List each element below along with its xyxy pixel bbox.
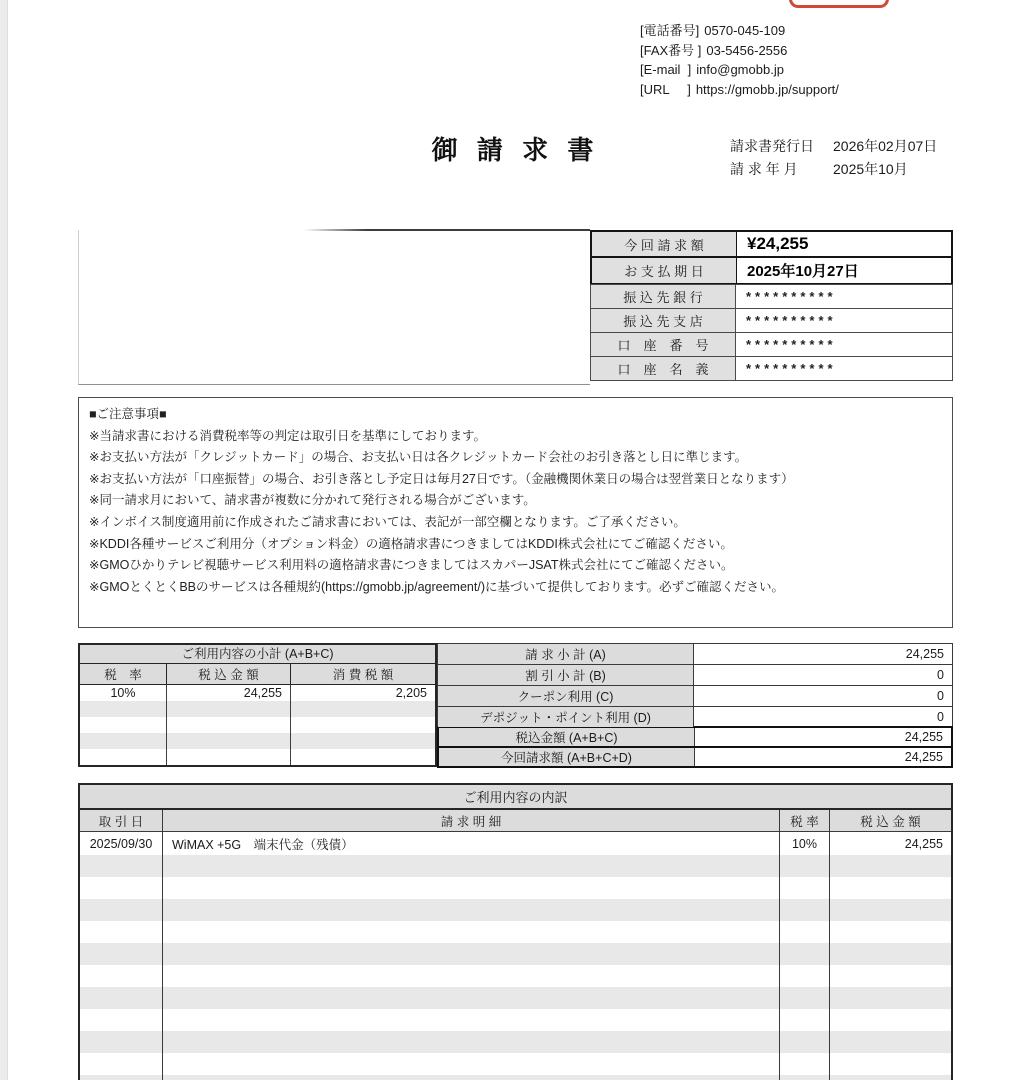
bank-name-value: **********	[746, 289, 837, 304]
empty-cell	[163, 965, 780, 987]
contact-email	[640, 60, 839, 80]
empty-cell	[830, 1075, 951, 1080]
empty-cell	[830, 877, 951, 899]
notice-line: ※GMOとくとくBBのサービスは各種規約(https://gmobb.jp/agreement/)に基づいて提供しております。必ずご確認ください。	[89, 579, 784, 594]
notice-heading: ■ご注意事項■	[89, 407, 167, 421]
empty-cell	[80, 987, 163, 1009]
empty-row	[80, 877, 951, 899]
empty-row	[80, 1075, 951, 1080]
phone-value: 0570-045-109	[704, 23, 786, 38]
empty-cell	[163, 921, 780, 943]
empty-row	[80, 701, 435, 717]
table-row	[437, 726, 953, 748]
notice-line: ※お支払い方法が「口座振替」の場合、お引き落とし予定日は毎月27日です。（金融機関休業日の場合は翌営業日となります）	[89, 471, 794, 486]
empty-cell	[780, 1009, 830, 1031]
bank-branch-label: 振 込 先 支 店	[591, 309, 736, 332]
tax-rate-value: 10%	[780, 832, 830, 855]
billed-amount-value: ¥24,255	[747, 234, 809, 253]
phone-label: [電話番号]	[640, 23, 700, 38]
consumption-tax-value: 2,205	[395, 686, 427, 700]
empty-row	[80, 899, 951, 921]
coupon-value: 0	[937, 689, 944, 703]
amount-incl-tax-value: 24,255	[904, 836, 943, 851]
company-seal-stamp	[789, 0, 889, 8]
empty-cell	[830, 987, 951, 1009]
empty-row	[80, 855, 951, 877]
issue-date-label: 請求書発行日	[730, 137, 814, 154]
billing-detail-header: 請 求 明 細	[163, 810, 780, 831]
detail-table	[78, 783, 953, 1080]
table-row	[437, 664, 953, 686]
fax-label: [FAX番号 ]	[640, 42, 702, 58]
notice-line: ※当請求書における消費税率等の判定は取引日を基準にしております。	[89, 428, 486, 443]
account-number-value: **********	[746, 337, 837, 352]
table-row	[80, 832, 951, 855]
url-label: [URL ]	[640, 81, 691, 97]
empty-cell	[830, 1009, 951, 1031]
deposit-point-value: 0	[937, 710, 944, 724]
empty-cell	[163, 1009, 780, 1031]
notice-line: ※インボイス制度適用前に作成されたご請求書においては、表記が一部空欄となります。ご了承ください。	[89, 514, 686, 529]
tax-rate-header: 税 率	[780, 810, 830, 831]
empty-cell	[163, 1031, 780, 1053]
billing-detail-value: WiMAX +5G 端末代金（残債）	[163, 832, 780, 855]
transaction-date-value: 2025/09/30	[80, 832, 163, 855]
empty-row	[80, 749, 435, 765]
empty-row	[80, 943, 951, 965]
empty-cell	[80, 899, 163, 921]
empty-cell	[80, 921, 163, 943]
empty-cell	[780, 943, 830, 965]
bank-branch-value: **********	[746, 313, 837, 328]
url-value: https://gmobb.jp/support/	[695, 81, 839, 97]
empty-cell	[80, 877, 163, 899]
empty-cell	[163, 1053, 780, 1075]
contact-fax	[640, 41, 839, 61]
empty-cell	[830, 921, 951, 943]
empty-cell	[830, 943, 951, 965]
subtotal-table	[78, 643, 437, 767]
empty-cell	[780, 965, 830, 987]
email-label: [E-mail ]	[640, 62, 692, 77]
totals-table	[437, 643, 953, 768]
empty-cell	[780, 1075, 830, 1080]
fax-value: 03-5456-2556	[706, 42, 788, 58]
page-edge	[0, 0, 8, 1080]
empty-cell	[80, 1053, 163, 1075]
tax-rate-value: 10%	[80, 685, 167, 701]
empty-cell	[780, 1053, 830, 1075]
current-billed-total-label: 今回請求額 (A+B+C+D)	[439, 748, 695, 766]
table-row	[590, 308, 953, 333]
empty-cell	[80, 855, 163, 877]
notice-line: ※同一請求月において、請求書が複数に分かれて発行される場合がございます。	[89, 493, 536, 508]
amount-incl-tax-header: 税 込 金 額	[860, 814, 921, 829]
table-row	[437, 685, 953, 707]
subtotal-column-headers	[80, 664, 435, 685]
empty-cell	[163, 855, 780, 877]
consumption-tax-header: 消 費 税 額	[332, 668, 394, 682]
billed-amount-label: 今 回 請 求 額	[592, 232, 737, 256]
detail-empty-rows	[80, 855, 951, 1080]
empty-row	[80, 965, 951, 987]
empty-cell	[163, 1075, 780, 1080]
issue-info	[730, 134, 937, 180]
empty-row	[80, 1053, 951, 1075]
billing-month-row	[730, 157, 937, 180]
invoice-subtotal-value: 24,255	[905, 647, 944, 661]
transaction-date-header: 取 引 日	[80, 810, 163, 831]
notice-line: ※GMOひかりテレビ視聴サービス利用料の適格請求書につきましてはスカパーJSAT株式会社にてご確認ください。	[89, 558, 734, 573]
empty-cell	[830, 855, 951, 877]
empty-cell	[80, 943, 163, 965]
page-title: 御 請 求 書	[431, 135, 600, 165]
empty-cell	[780, 855, 830, 877]
discount-subtotal-value: 0	[937, 668, 944, 682]
empty-cell	[80, 1009, 163, 1031]
detail-column-headers	[80, 810, 951, 832]
amount-incl-tax-value: 24,255	[167, 685, 291, 701]
account-holder-value: **********	[746, 361, 837, 376]
empty-cell	[80, 965, 163, 987]
issue-date-value: 2026年02月07日	[833, 137, 938, 154]
empty-cell	[163, 943, 780, 965]
notice-box	[78, 397, 953, 628]
empty-row	[80, 1031, 951, 1053]
amount-incl-tax-header: 税 込 金 額	[167, 664, 291, 684]
table-row	[590, 332, 953, 357]
notice-line: ※お支払い方法が「クレジットカード」の場合、お支払い日は各クレジットカード会社のお引き落とし日に準じます。	[89, 450, 748, 465]
empty-cell	[163, 987, 780, 1009]
account-number-label: 口 座 番 号	[591, 333, 736, 356]
address-box-top-border	[304, 229, 590, 231]
empty-cell	[80, 1031, 163, 1053]
billing-month-value: 2025年10月	[833, 160, 908, 177]
due-date-value: 2025年10月27日	[747, 263, 859, 280]
table-row	[590, 256, 953, 285]
table-row	[437, 706, 953, 728]
empty-row	[80, 733, 435, 749]
empty-cell	[780, 877, 830, 899]
tax-rate-header: 税 率	[80, 664, 167, 684]
bank-name-label: 振 込 先 銀 行	[591, 285, 736, 308]
current-billed-total-value: 24,255	[904, 750, 943, 764]
empty-row	[80, 717, 435, 733]
total-incl-tax-value: 24,255	[904, 730, 943, 744]
empty-row	[80, 921, 951, 943]
invoice-subtotal-label: 請 求 小 計 (A)	[438, 644, 694, 664]
discount-subtotal-label: 割 引 小 計 (B)	[438, 665, 694, 685]
empty-cell	[780, 987, 830, 1009]
account-holder-label: 口 座 名 義	[591, 357, 736, 380]
coupon-label: クーポン利用 (C)	[438, 686, 694, 706]
contact-url	[640, 80, 839, 100]
empty-cell	[830, 899, 951, 921]
table-row	[80, 685, 435, 701]
deposit-point-label: デポジット・ポイント利用 (D)	[438, 707, 694, 727]
empty-cell	[830, 1053, 951, 1075]
empty-cell	[780, 1031, 830, 1053]
customer-address-redacted	[78, 230, 590, 385]
empty-cell	[780, 899, 830, 921]
contact-block	[640, 21, 839, 99]
table-row	[437, 643, 953, 665]
empty-cell	[163, 877, 780, 899]
issue-date-row	[730, 134, 937, 157]
detail-table-title: ご利用内容の内訳	[80, 785, 951, 810]
empty-cell	[830, 1031, 951, 1053]
due-date-label: お 支 払 期 日	[592, 258, 737, 283]
empty-cell	[163, 899, 780, 921]
notice-line: ※KDDI各種サービスご利用分（オプション料金）の適格請求書につきましてはKDDI株式会社にてご確認ください。	[89, 536, 733, 551]
empty-cell	[780, 921, 830, 943]
subtotal-header: ご利用内容の小計 (A+B+C)	[80, 645, 435, 664]
table-row	[590, 356, 953, 381]
empty-cell	[80, 1075, 163, 1080]
contact-phone	[640, 21, 839, 41]
table-row	[437, 746, 953, 768]
table-row	[590, 284, 953, 309]
email-value: info@gmobb.jp	[696, 62, 784, 77]
table-row	[590, 230, 953, 258]
empty-row	[80, 987, 951, 1009]
payment-summary-table	[590, 230, 953, 381]
empty-row	[80, 1009, 951, 1031]
billing-month-label: 請 求 年 月	[730, 160, 798, 177]
empty-cell	[830, 965, 951, 987]
total-incl-tax-label: 税込金額 (A+B+C)	[439, 728, 695, 746]
